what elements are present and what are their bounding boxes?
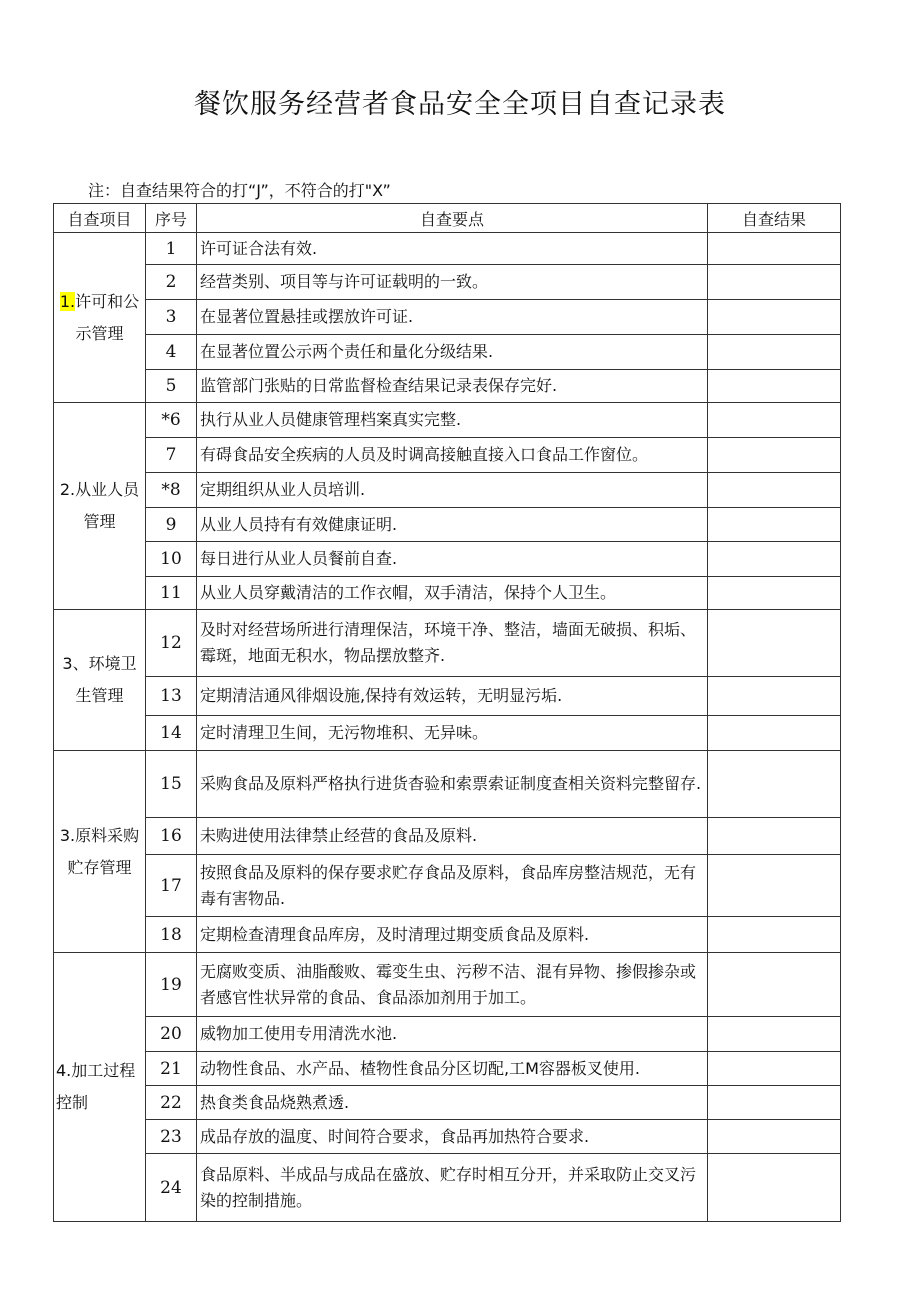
row-result-cell[interactable]	[708, 751, 841, 818]
header-seq: 序号	[146, 204, 197, 233]
row-result-cell[interactable]	[708, 610, 841, 677]
header-point: 自查要点	[197, 204, 708, 233]
row-seq: 11	[146, 577, 197, 610]
row-result-cell[interactable]	[708, 1052, 841, 1086]
table-row	[54, 542, 841, 577]
row-result-cell[interactable]	[708, 508, 841, 542]
table-row	[54, 473, 841, 508]
row-point: 威物加工使用专用清洗水池.	[197, 1017, 708, 1052]
row-point: 按照食品及原料的保存要求贮存食品及原料，食品库房整洁规范，无有毒有害物品.	[197, 855, 708, 917]
page-title: 餐饮服务经营者食品安全全项目自查记录表	[194, 89, 726, 120]
row-point: 每日进行从业人员餐前自查.	[197, 542, 708, 577]
row-result-cell[interactable]	[708, 855, 841, 917]
table-row	[54, 233, 841, 265]
row-result-cell[interactable]	[708, 265, 841, 300]
row-seq: 9	[146, 508, 197, 542]
row-result-cell[interactable]	[708, 818, 841, 855]
category-cell: 2.从业人员管理	[54, 403, 146, 610]
table-row	[54, 403, 841, 438]
table-row	[54, 370, 841, 403]
row-seq: 10	[146, 542, 197, 577]
row-seq: 3	[146, 300, 197, 335]
row-point: 从业人员穿戴清洁的工作衣帽，双手清洁，保持个人卫生。	[197, 577, 708, 610]
row-seq: 21	[146, 1052, 197, 1086]
row-seq: *6	[146, 403, 197, 438]
row-seq: 14	[146, 716, 197, 751]
row-seq: 24	[146, 1154, 197, 1222]
table-row	[54, 855, 841, 917]
header-category: 自查项目	[54, 204, 146, 233]
table-row	[54, 751, 841, 818]
row-result-cell[interactable]	[708, 542, 841, 577]
instruction-note: 注：自查结果符合的打“J”，不符合的打"X”	[88, 181, 391, 200]
row-seq: 4	[146, 335, 197, 370]
row-point: 食品原料、半成品与成品在盛放、贮存时相互分开，并采取防止交叉污染的控制措施。	[197, 1154, 708, 1222]
row-seq: *8	[146, 473, 197, 508]
row-result-cell[interactable]	[708, 473, 841, 508]
row-point: 动物性食品、水产品、楂物性食品分区切配,工M容器板叉使用.	[197, 1052, 708, 1086]
table-row	[54, 508, 841, 542]
row-seq: 22	[146, 1086, 197, 1120]
row-result-cell[interactable]	[708, 677, 841, 716]
row-point: 定期检查清理食品库房，及时清理过期变质食品及原料.	[197, 917, 708, 953]
row-point: 定时清理卫生间，无污物堆积、无异味。	[197, 716, 708, 751]
table-row	[54, 716, 841, 751]
category-cell: 4.加工过程控制	[54, 953, 146, 1222]
row-result-cell[interactable]	[708, 300, 841, 335]
row-point: 无腐败变质、油脂酸败、霉变生虫、污秽不洁、混有异物、掺假掺杂或者感官性状异常的食品、食品添加剂用于加工。	[197, 953, 708, 1017]
row-seq: 1	[146, 233, 197, 265]
row-seq: 19	[146, 953, 197, 1017]
table-row	[54, 917, 841, 953]
category-cell: 3、环境卫生管理	[54, 610, 146, 751]
table-row	[54, 577, 841, 610]
row-result-cell[interactable]	[708, 577, 841, 610]
table-row	[54, 438, 841, 473]
self-check-table	[53, 203, 841, 1222]
row-seq: 15	[146, 751, 197, 818]
row-seq: 20	[146, 1017, 197, 1052]
table-row	[54, 265, 841, 300]
row-point: 在显著位置公示两个责任和量化分级结果.	[197, 335, 708, 370]
table-row	[54, 300, 841, 335]
row-point: 在显著位置悬挂或摆放许可证.	[197, 300, 708, 335]
row-seq: 12	[146, 610, 197, 677]
row-result-cell[interactable]	[708, 917, 841, 953]
row-point: 定期清洁通风徘烟设施,保持有效运转，无明显污垢.	[197, 677, 708, 716]
row-point: 从业人员持有有效健康证明.	[197, 508, 708, 542]
row-seq: 17	[146, 855, 197, 917]
row-seq: 2	[146, 265, 197, 300]
row-seq: 13	[146, 677, 197, 716]
table-row	[54, 1154, 841, 1222]
row-result-cell[interactable]	[708, 370, 841, 403]
row-point: 及时对经营场所进行清理保洁，环境干净、整洁，墙面无破损、积垢、霉斑，地面无积水，物品摆放整齐.	[197, 610, 708, 677]
category-prefix: 1.	[59, 291, 76, 311]
row-point: 经营类别、项目等与许可证载明的一致。	[197, 265, 708, 300]
table-row	[54, 1052, 841, 1086]
row-seq: 18	[146, 917, 197, 953]
row-seq: 5	[146, 370, 197, 403]
table-row	[54, 953, 841, 1017]
table-row	[54, 610, 841, 677]
table-row	[54, 677, 841, 716]
row-result-cell[interactable]	[708, 716, 841, 751]
row-seq: 23	[146, 1120, 197, 1154]
row-point: 执行从业人员健康管理档案真实完整.	[197, 403, 708, 438]
row-result-cell[interactable]	[708, 233, 841, 265]
category-cell: 3.原料采购贮存管理	[54, 751, 146, 953]
row-result-cell[interactable]	[708, 1017, 841, 1052]
table-row	[54, 335, 841, 370]
row-result-cell[interactable]	[708, 1086, 841, 1120]
row-point: 成品存放的温度、时间符合要求，食品再加热符合要求.	[197, 1120, 708, 1154]
row-point: 采购食品及原料严格执行进货杳验和索票索证制度查相关资料完整留存.	[197, 751, 708, 818]
table-row	[54, 1017, 841, 1052]
table-row	[54, 1086, 841, 1120]
row-point: 许可证合法有效.	[197, 233, 708, 265]
category-label: 许可和公示管理	[75, 291, 140, 343]
table-row	[54, 818, 841, 855]
table-row	[54, 1120, 841, 1154]
row-point: 定期组织从业人员培训.	[197, 473, 708, 508]
row-result-cell[interactable]	[708, 1120, 841, 1154]
row-result-cell[interactable]	[708, 953, 841, 1017]
row-point: 未购进使用法律禁止经营的食品及原料.	[197, 818, 708, 855]
header-result: 自查结果	[708, 204, 841, 233]
row-point: 热食类食品烧熟煮透.	[197, 1086, 708, 1120]
row-seq: 16	[146, 818, 197, 855]
table-header-row	[54, 204, 841, 233]
row-result-cell[interactable]	[708, 1154, 841, 1222]
row-result-cell[interactable]	[708, 403, 841, 438]
row-point: 有碍食品安全疾病的人员及时调高接触直接入口食品工作窗位。	[197, 438, 708, 473]
row-result-cell[interactable]	[708, 335, 841, 370]
category-cell	[54, 233, 146, 403]
row-point: 监管部门张贴的日常监督检查结果记录表保存完好.	[197, 370, 708, 403]
row-seq: 7	[146, 438, 197, 473]
row-result-cell[interactable]	[708, 438, 841, 473]
